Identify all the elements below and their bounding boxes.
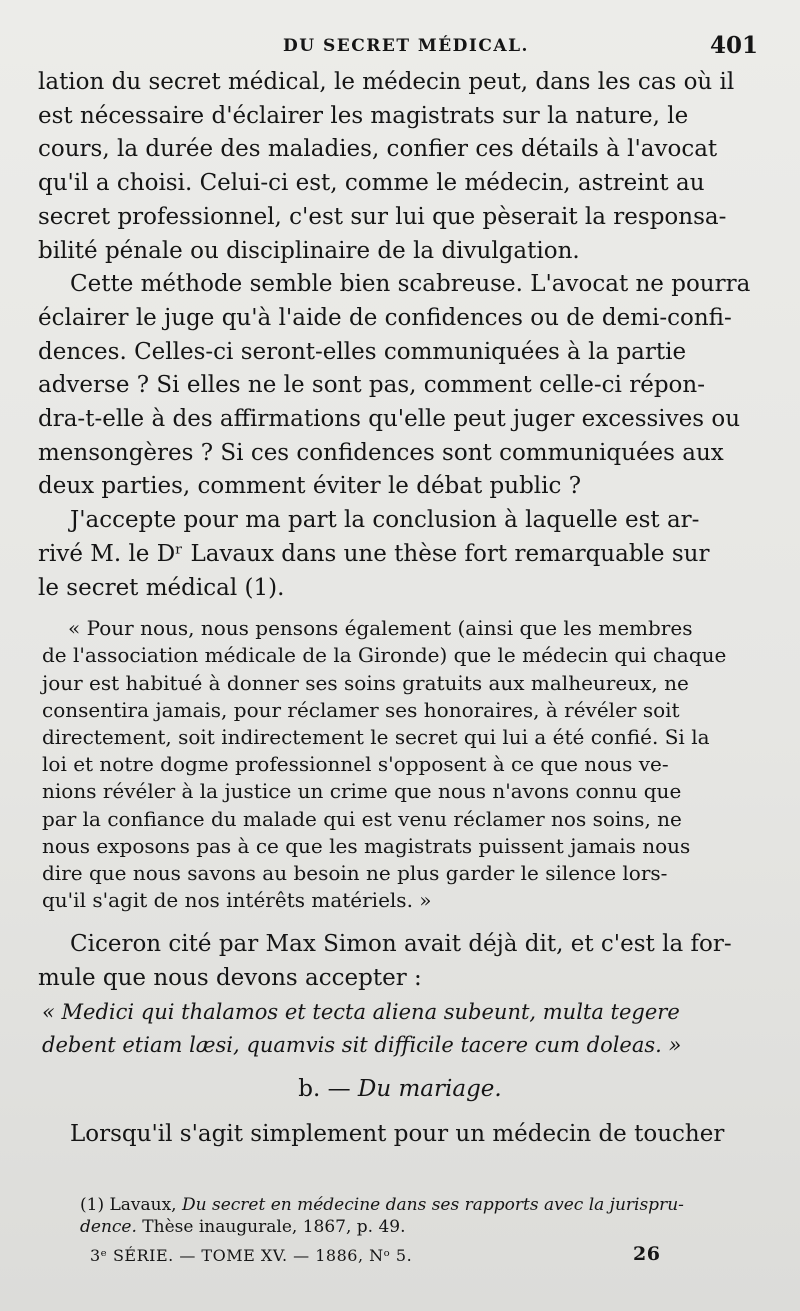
latin-quote (38, 996, 762, 1062)
paragraph-mariage (38, 1118, 762, 1152)
text-line: lation du secret médical, le médecin peut, dans les cas où il (38, 69, 735, 95)
running-title: DU SECRET MÉDICAL. (283, 36, 529, 56)
text-line: adverse ? Si elles ne le sont pas, comment celle-ci répon- (38, 372, 705, 399)
sheet-number: 26 (633, 1243, 661, 1265)
footnote (80, 1194, 765, 1238)
paragraph-3 (38, 504, 762, 605)
footnote-marker: (1) Lavaux, (80, 1195, 182, 1215)
quote-line: de l'association médicale de la Gironde) que le médecin qui chaque (42, 643, 727, 668)
latin-line: « Medici qui thalamos et tecta aliena subeunt, multa tegere (42, 999, 680, 1024)
footnote-rest: Thèse inaugurale, 1867, p. 49. (136, 1217, 406, 1237)
text-line: dences. Celles-ci seront-elles communiquées à la partie (38, 338, 687, 365)
text-line: dra-t-elle à des affirmations qu'elle peut juger excessives ou (38, 406, 741, 433)
page-number: 401 (710, 32, 759, 59)
text-line: cours, la durée des maladies, confier ces détails à l'avocat (38, 136, 718, 163)
latin-line: debent etiam læsi, quamvis sit difficile tacere cum doleas. » (42, 1032, 682, 1057)
footnote-title: Du secret en médecine dans ses rapports avec la jurispru- (182, 1195, 684, 1215)
quote-line: qu'il s'agit de nos intérêts matériels. » (42, 888, 432, 913)
signature-line (90, 1243, 770, 1265)
quote-line: consentira jamais, pour réclamer ses honoraires, à révéler soit (42, 697, 680, 722)
footnote-title-end: dence. (80, 1217, 137, 1237)
text-line: est nécessaire d'éclairer les magistrats sur la nature, le (38, 102, 689, 129)
text-line: éclairer le juge qu'à l'aide de confidences ou de demi-confi- (38, 304, 732, 331)
section-heading-title: Du mariage. (357, 1075, 502, 1102)
quote-line: jour est habitué à donner ses soins gratuits aux malheureux, ne (42, 670, 689, 695)
text-line: Lorsqu'il s'agit simplement pour un médecin de toucher (70, 1120, 725, 1147)
paragraph-1 (38, 66, 762, 268)
text-line: bilité pénale ou disciplinaire de la divulgation. (38, 237, 580, 264)
text-line: Ciceron cité par Max Simon avait déjà dit, et c'est la for- (70, 931, 732, 958)
page-header (0, 30, 800, 64)
text-line: deux parties, comment éviter le débat public ? (38, 473, 582, 500)
footnote-line-1 (80, 1194, 765, 1216)
section-heading (38, 1076, 762, 1102)
paragraph-cicero (38, 928, 762, 995)
quote-line: dire que nous savons au besoin ne plus garder le silence lors- (42, 861, 668, 886)
paragraph-2 (38, 268, 762, 504)
text-line: mule que nous devons accepter : (38, 965, 422, 992)
text-line: mensongères ? Si ces confidences sont communiquées aux (38, 439, 724, 466)
quote-line: nous exposons pas à ce que les magistrats puissent jamais nous (42, 833, 691, 858)
text-line: rivé M. le Dʳ Lavaux dans une thèse fort remarquable sur (38, 540, 710, 567)
quote-line: directement, soit indirectement le secret qui lui a été confié. Si la (42, 725, 710, 750)
text-line: secret professionnel, c'est sur lui que pèserait la responsa- (38, 203, 727, 230)
text-line: J'accepte pour ma part la conclusion à laquelle est ar- (70, 507, 700, 534)
quote-line: « Pour nous, nous pensons également (ainsi que les membres (68, 616, 693, 641)
text-line: Cette méthode semble bien scabreuse. L'avocat ne pourra (70, 271, 751, 298)
text-line: qu'il a choisi. Celui-ci est, comme le médecin, astreint au (38, 170, 705, 197)
quote-line: nions révéler à la justice un crime que nous n'avons connu que (42, 779, 682, 804)
footnote-line-2 (80, 1216, 765, 1238)
quote-line: loi et notre dogme professionnel s'opposent à ce que nous ve- (42, 752, 669, 777)
text-line: le secret médical (1). (38, 574, 285, 601)
section-heading-prefix: b. — (298, 1075, 358, 1102)
series-info: 3ᵉ SÉRIE. — TOME XV. — 1886, Nᵒ 5. (90, 1246, 413, 1265)
main-text (38, 66, 762, 1152)
quote-line: par la confiance du malade qui est venu réclamer nos soins, ne (42, 806, 682, 831)
block-quote (38, 615, 762, 914)
